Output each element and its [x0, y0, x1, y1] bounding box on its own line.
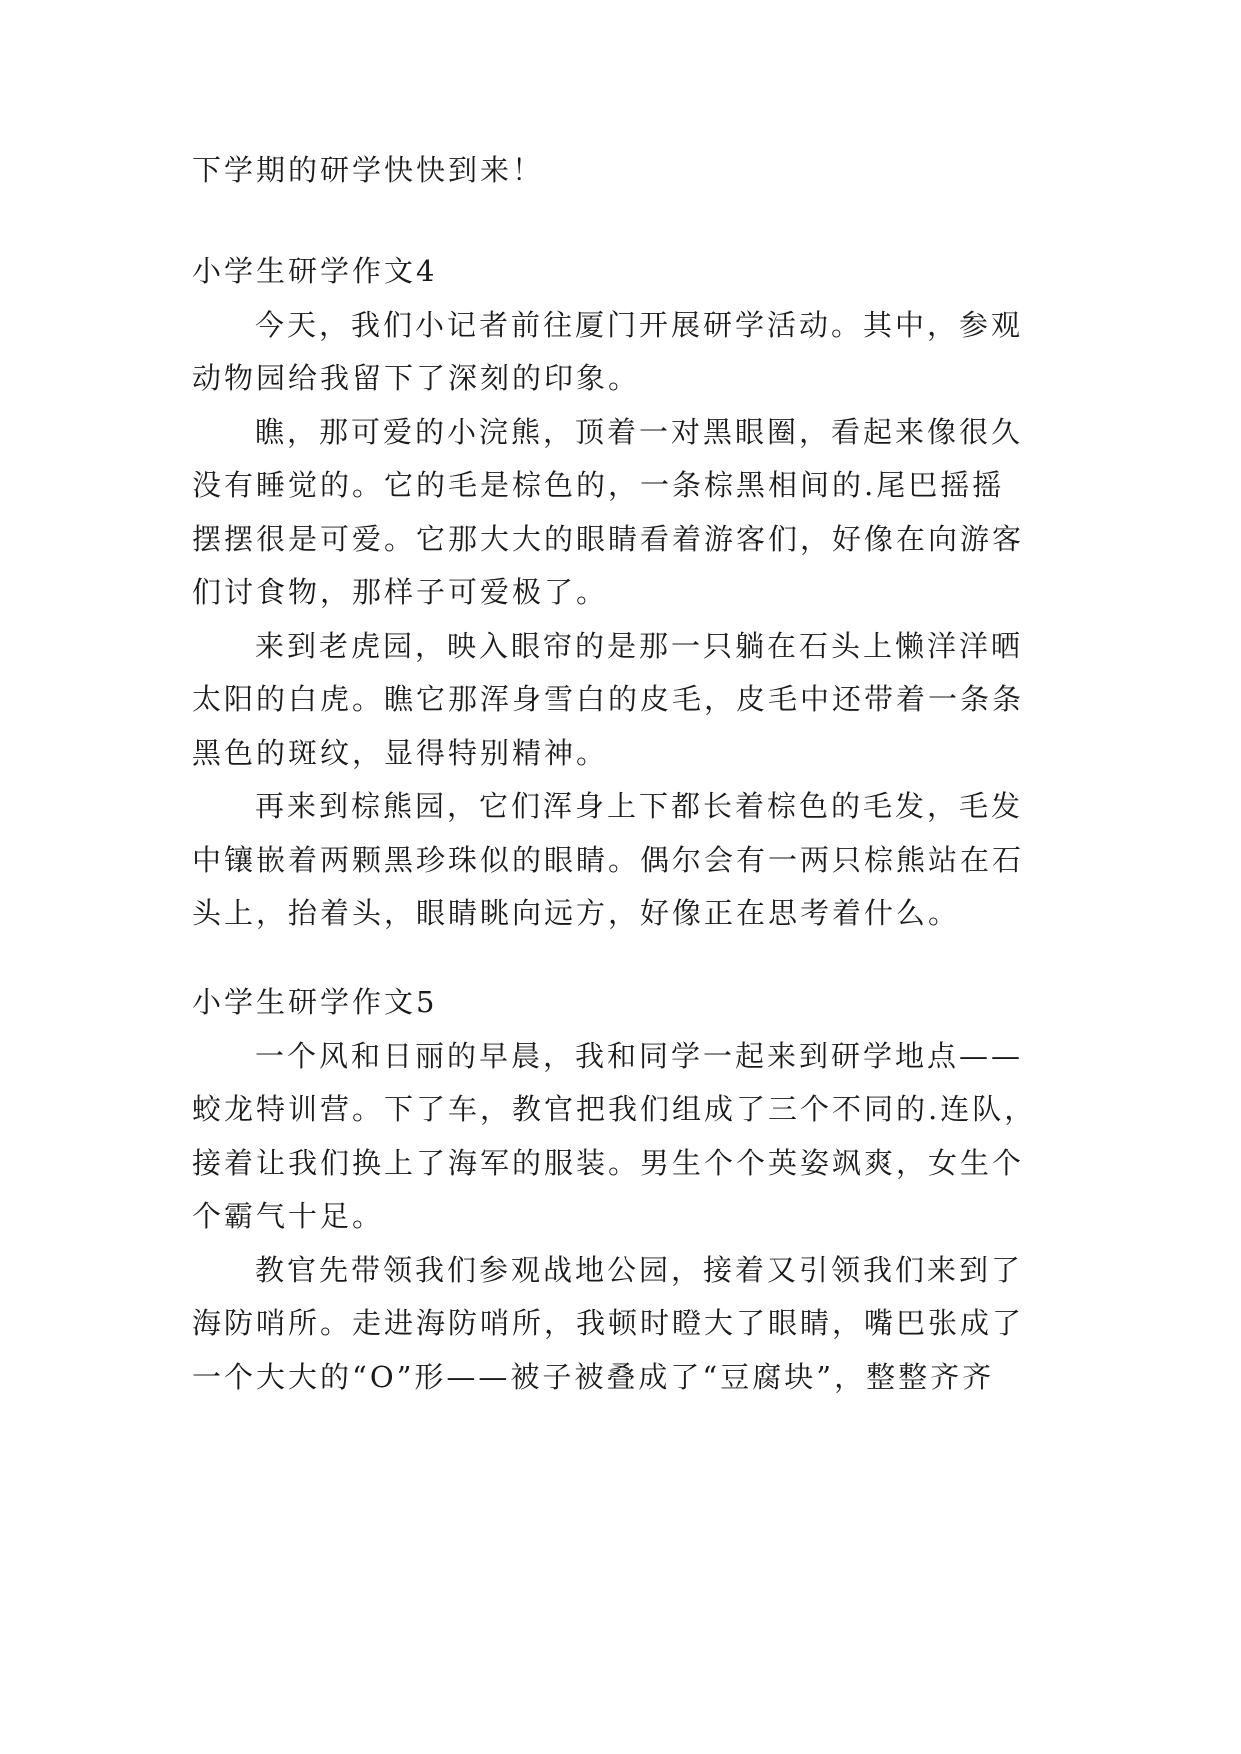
essay5-heading: 小学生研学作文5: [192, 985, 438, 1019]
essay4-line: 再来到棕熊园，它们浑身上下都长着棕色的毛发，毛发: [255, 789, 1024, 823]
essay4-line: 黑色的斑纹，显得特别精神。: [192, 736, 609, 770]
essay4-line: 太阳的白虎。瞧它那浑身雪白的皮毛，皮毛中还带着一条条: [192, 682, 1025, 716]
essay4-line: 动物园给我留下了深刻的印象。: [192, 361, 641, 395]
essay5-line: 一个风和日丽的早晨，我和同学一起来到研学地点——: [255, 1039, 1024, 1073]
intro-line: 下学期的研学快快到来！: [192, 153, 545, 187]
essay5-line: 教官先带领我们参观战地公园，接着又引领我们来到了: [255, 1253, 1024, 1287]
essay4-line: 今天，我们小记者前往厦门开展研学活动。其中，参观: [255, 308, 1024, 342]
essay5-line: 个霸气十足。: [192, 1199, 385, 1233]
essay4-line: 来到老虎园，映入眼帘的是那一只躺在石头上懒洋洋晒: [255, 629, 1024, 663]
essay4-heading: 小学生研学作文4: [192, 254, 438, 288]
essay5-line: 接着让我们换上了海军的服装。男生个个英姿飒爽，女生个: [192, 1146, 1025, 1180]
essay4-line: 摆摆很是可爱。它那大大的眼睛看着游客们，好像在向游客: [192, 522, 1025, 556]
essay5-line: 海防哨所。走进海防哨所，我顿时瞪大了眼睛，嘴巴张成了: [192, 1306, 1025, 1340]
essay4-line: 们讨食物，那样子可爱极了。: [192, 575, 609, 609]
essay5-line: 一个大大的“O”形——被子被叠成了“豆腐块”，整整齐齐: [192, 1360, 995, 1394]
essay4-line: 没有睡觉的。它的毛是棕色的，一条棕黑相间的.尾巴摇摇: [192, 468, 1005, 502]
essay4-line: 头上，抬着头，眼睛眺向远方，好像正在思考着什么。: [192, 896, 961, 930]
essay4-line: 中镶嵌着两颗黑珍珠似的眼睛。偶尔会有一两只棕熊站在石: [192, 843, 1025, 877]
essay4-line: 瞧，那可爱的小浣熊，顶着一对黑眼圈，看起来像很久: [255, 415, 1024, 449]
essay5-line: 蛟龙特训营。下了车，教官把我们组成了三个不同的.连队，: [192, 1092, 1037, 1126]
